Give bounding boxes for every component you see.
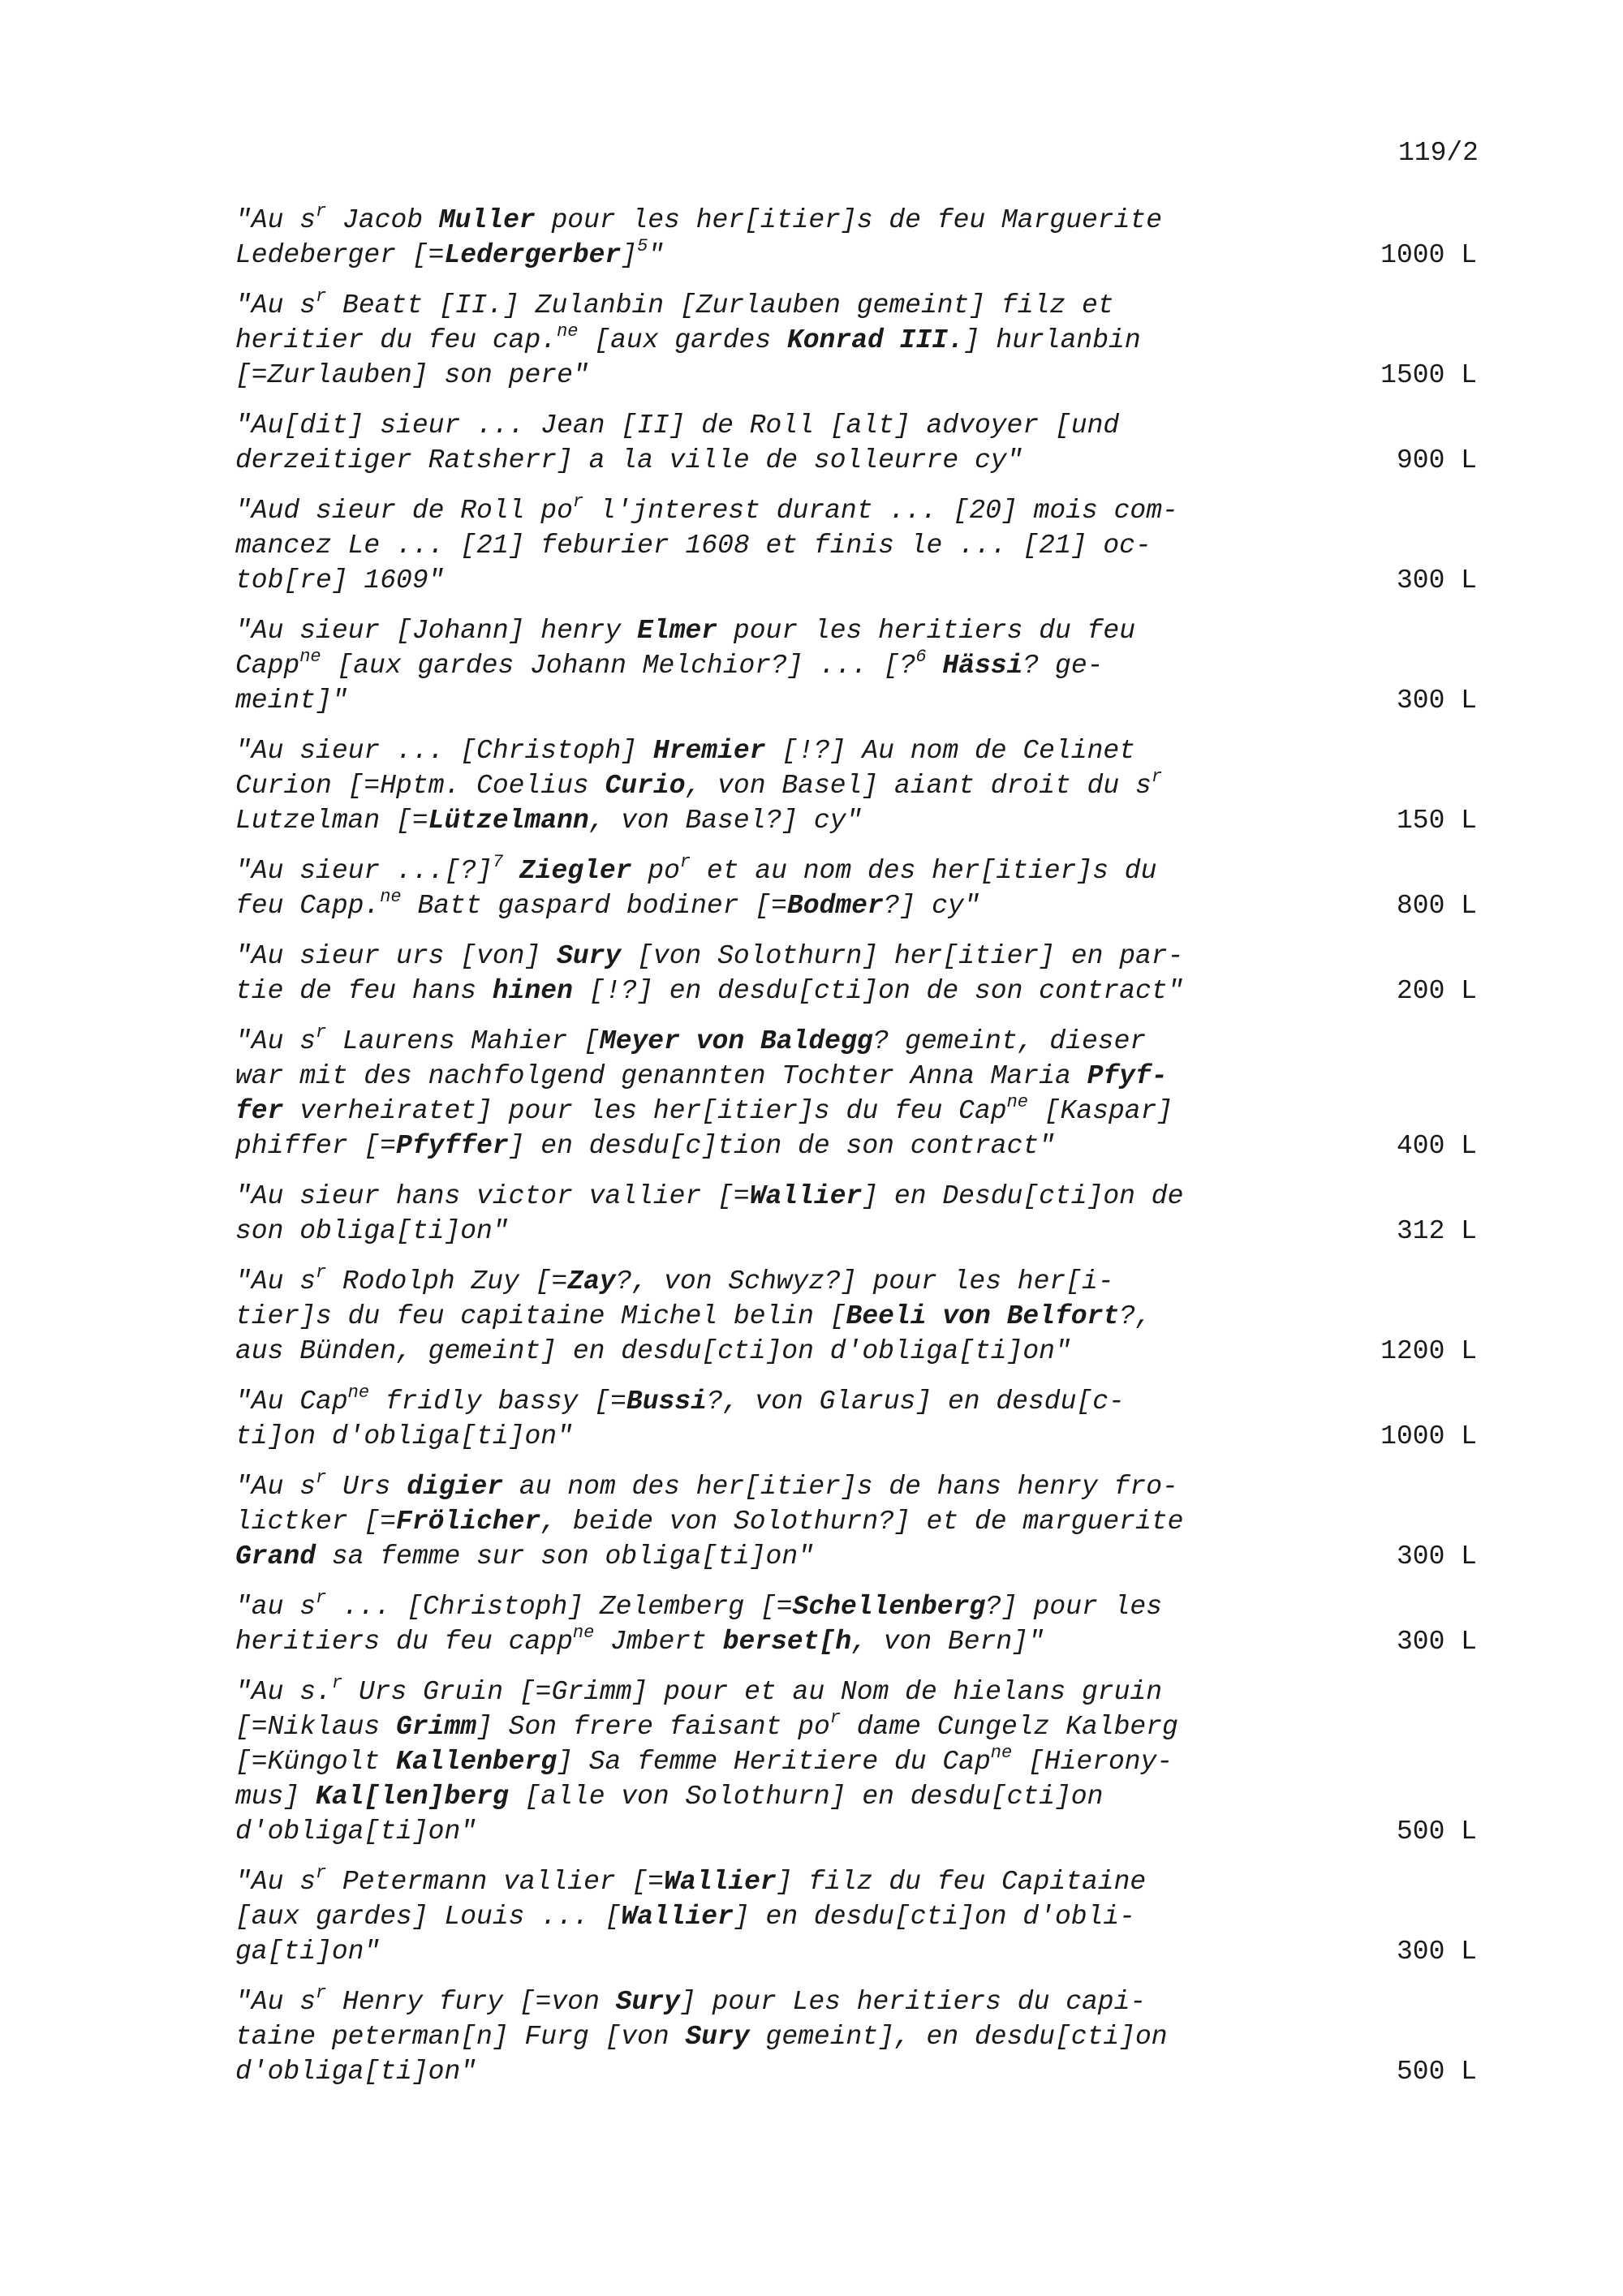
superscript: ne bbox=[347, 1382, 370, 1403]
text-segment: taine peterman[n] Furg [von bbox=[235, 2022, 686, 2052]
entry-line bbox=[235, 648, 1307, 683]
bold-name: Zay bbox=[567, 1266, 616, 1296]
text-segment: ] bbox=[621, 240, 638, 270]
text-segment: "Au sieur ... [Christoph] bbox=[235, 736, 653, 766]
bold-name: Pfyffer bbox=[396, 1131, 509, 1161]
entry-amount: 200 L bbox=[1396, 976, 1477, 1006]
text-segment: son obliga[ti]on" bbox=[235, 1216, 509, 1246]
text-segment: ] Son frere faisant po bbox=[476, 1712, 830, 1742]
entry-line bbox=[235, 443, 1307, 478]
entry-amount: 1000 L bbox=[1380, 1421, 1477, 1451]
entry-amount: 800 L bbox=[1396, 891, 1477, 921]
entry-amount: 300 L bbox=[1396, 565, 1477, 595]
text-segment bbox=[927, 651, 943, 681]
text-segment: [Hierony- bbox=[1012, 1747, 1173, 1777]
text-segment: feu Capp. bbox=[235, 891, 381, 921]
text-segment: [aux gardes bbox=[578, 325, 787, 355]
entry-line bbox=[235, 1214, 1307, 1249]
entry-text bbox=[235, 1024, 1307, 1163]
entry-text bbox=[235, 939, 1307, 1008]
text-segment: "Au s bbox=[235, 205, 316, 235]
entry-line bbox=[235, 1264, 1307, 1299]
entry-line bbox=[235, 1624, 1307, 1659]
entry-text bbox=[235, 1984, 1307, 2089]
superscript: ne bbox=[990, 1743, 1013, 1763]
entry-line bbox=[235, 493, 1307, 528]
text-segment: [von Solothurn] her[itier] en par- bbox=[621, 941, 1184, 971]
text-segment: tier]s du feu capitaine Michel belin [ bbox=[235, 1301, 846, 1331]
text-segment: Jmbert bbox=[594, 1627, 723, 1657]
entry-text bbox=[235, 493, 1307, 598]
entry-amount: 300 L bbox=[1396, 1541, 1477, 1572]
entry-line bbox=[235, 323, 1307, 358]
text-segment: ] en desdu[c]tion de son contract" bbox=[508, 1131, 1055, 1161]
text-segment: Rodolph Zuy [= bbox=[326, 1266, 568, 1296]
text-segment: [!?] Au nom de Celinet bbox=[765, 736, 1135, 766]
text-segment: Ledeberger [= bbox=[235, 240, 445, 270]
text-segment: Urs Gruin [=Grimm] pour et au Nom de hielans gruin bbox=[342, 1677, 1162, 1707]
entry-line bbox=[235, 238, 1307, 273]
text-segment: tob[re] 1609" bbox=[235, 565, 445, 595]
text-segment: ga[ti]on" bbox=[235, 1937, 381, 1967]
bold-name: Lützelmann bbox=[428, 806, 589, 836]
entry-line bbox=[235, 1934, 1307, 1969]
text-segment: fridly bassy [= bbox=[369, 1387, 626, 1417]
ledger-entry bbox=[235, 853, 1477, 923]
entry-line bbox=[235, 1744, 1307, 1779]
text-segment: , beide von Solothurn?] et de marguerite bbox=[540, 1507, 1184, 1537]
ledger-entry bbox=[235, 1675, 1477, 1849]
entry-text bbox=[235, 1469, 1307, 1574]
text-segment: ] hurlanbin bbox=[963, 325, 1141, 355]
bold-name: Grand bbox=[235, 1541, 316, 1572]
entry-line bbox=[235, 939, 1307, 974]
text-segment: derzeitiger Ratsherr] a la ville de solleurre cy" bbox=[235, 445, 1023, 475]
bold-name: Bussi bbox=[626, 1387, 707, 1417]
ledger-entry bbox=[235, 408, 1477, 478]
entry-line bbox=[235, 2019, 1307, 2054]
bold-name: Konrad III. bbox=[786, 325, 964, 355]
ledger-entry bbox=[235, 1264, 1477, 1369]
bold-name: Pfyf- bbox=[1087, 1061, 1168, 1091]
text-segment: sa femme sur son obliga[ti]on" bbox=[316, 1541, 814, 1572]
text-segment: heritiers du feu capp bbox=[235, 1627, 573, 1657]
bold-name: Sury bbox=[685, 2022, 750, 2052]
text-segment: ... [Christoph] Zelemberg [= bbox=[326, 1592, 793, 1622]
entry-text bbox=[235, 613, 1307, 718]
entry-line bbox=[235, 1504, 1307, 1539]
entry-line bbox=[235, 1129, 1307, 1163]
page-number: 119/2 bbox=[1397, 138, 1479, 168]
entry-amount: 312 L bbox=[1396, 1216, 1477, 1246]
superscript: r bbox=[316, 1262, 327, 1283]
entry-text bbox=[235, 1589, 1307, 1659]
text-segment: "Au sieur ...[?] bbox=[235, 856, 493, 886]
bold-name: Grimm bbox=[396, 1712, 477, 1742]
ledger-entry bbox=[235, 493, 1477, 598]
entry-line bbox=[235, 1709, 1307, 1744]
ledger-entry bbox=[235, 1864, 1477, 1969]
text-segment: [aux gardes Johann Melchior?] ... [? bbox=[321, 651, 916, 681]
entry-line bbox=[235, 1059, 1307, 1094]
entry-amount: 500 L bbox=[1396, 1817, 1477, 1847]
entry-amount: 300 L bbox=[1396, 686, 1477, 716]
superscript: r bbox=[572, 492, 584, 512]
text-segment: Lutzelman [= bbox=[235, 806, 428, 836]
bold-name: Kallenberg bbox=[396, 1747, 558, 1777]
superscript: r bbox=[679, 852, 691, 872]
entry-line bbox=[235, 2054, 1307, 2089]
ledger-entry bbox=[235, 288, 1477, 393]
ledger-entry bbox=[235, 1024, 1477, 1163]
text-segment: Laurens Mahier [ bbox=[326, 1026, 600, 1056]
entry-line bbox=[235, 528, 1307, 563]
text-segment: [!?] en desdu[cti]on de son contract" bbox=[572, 976, 1184, 1006]
entry-line bbox=[235, 803, 1307, 838]
text-segment: Beatt [II.] Zulanbin [Zurlauben gemeint] filz et bbox=[326, 290, 1114, 320]
text-segment: ?] pour les bbox=[985, 1592, 1163, 1622]
text-segment: Curion [=Hptm. Coelius bbox=[235, 771, 605, 801]
entry-line bbox=[235, 1334, 1307, 1369]
bold-name: Beeli von Belfort bbox=[846, 1301, 1120, 1331]
superscript: r bbox=[316, 1588, 327, 1608]
superscript: ne bbox=[557, 321, 579, 342]
entry-text bbox=[235, 1179, 1307, 1249]
text-segment: "au s bbox=[235, 1592, 316, 1622]
text-segment: ? gemeint, dieser bbox=[872, 1026, 1147, 1056]
superscript: 7 bbox=[492, 852, 504, 872]
entry-text bbox=[235, 288, 1307, 393]
entry-line bbox=[235, 613, 1307, 648]
bold-name: Ledergerber bbox=[444, 240, 622, 270]
text-segment: ?, von Schwyz?] pour les her[i- bbox=[615, 1266, 1114, 1296]
text-segment: "Au s bbox=[235, 1867, 316, 1897]
entry-line bbox=[235, 1539, 1307, 1574]
entry-line bbox=[235, 1299, 1307, 1334]
text-segment: "Au s bbox=[235, 290, 316, 320]
entry-line bbox=[235, 974, 1307, 1008]
text-segment: Jacob bbox=[326, 205, 439, 235]
ledger-entry bbox=[235, 613, 1477, 718]
entry-line bbox=[235, 1589, 1307, 1624]
text-segment: "Au sieur urs [von] bbox=[235, 941, 558, 971]
superscript: ne bbox=[572, 1623, 595, 1643]
entry-amount: 300 L bbox=[1396, 1627, 1477, 1657]
bold-name: Bodmer bbox=[786, 891, 884, 921]
ledger-entry bbox=[235, 1589, 1477, 1659]
bold-name: Kal[len]berg bbox=[316, 1782, 509, 1812]
text-segment: "Au[dit] sieur ... Jean [II] de Roll [alt] advoyer [und bbox=[235, 411, 1120, 441]
text-segment: Batt gaspard bodiner [= bbox=[401, 891, 787, 921]
ledger-entry bbox=[235, 939, 1477, 1008]
text-segment: ] en Desdu[cti]on de bbox=[862, 1181, 1184, 1211]
entry-amount: 1200 L bbox=[1380, 1336, 1477, 1366]
entry-line bbox=[235, 1384, 1307, 1419]
entry-line bbox=[235, 1024, 1307, 1059]
entry-line bbox=[235, 853, 1307, 888]
ledger-entry bbox=[235, 1984, 1477, 2089]
text-segment: po bbox=[631, 856, 680, 886]
bold-name: Schellenberg bbox=[792, 1592, 986, 1622]
entry-line bbox=[235, 1419, 1307, 1454]
text-segment: dame Cungelz Kalberg bbox=[840, 1712, 1178, 1742]
ledger-entry bbox=[235, 733, 1477, 838]
entry-amount: 150 L bbox=[1396, 806, 1477, 836]
superscript: 6 bbox=[915, 647, 927, 667]
text-segment: d'obliga[ti]on" bbox=[235, 2057, 477, 2087]
text-segment: "Au sieur hans victor vallier [= bbox=[235, 1181, 750, 1211]
entry-line bbox=[235, 888, 1307, 923]
text-segment: Urs bbox=[326, 1472, 407, 1502]
superscript: r bbox=[316, 1983, 327, 2003]
text-segment: ] Sa femme Heritiere du Cap bbox=[557, 1747, 991, 1777]
text-segment: war mit des nachfolgend genannten Tochter Anna Maria bbox=[235, 1061, 1087, 1091]
entry-line bbox=[235, 768, 1307, 803]
text-segment: "Au Cap bbox=[235, 1387, 348, 1417]
bold-name: Curio bbox=[605, 771, 686, 801]
superscript: r bbox=[316, 201, 327, 221]
entry-line bbox=[235, 733, 1307, 768]
entry-line bbox=[235, 1984, 1307, 2019]
bold-name: Muller bbox=[438, 205, 536, 235]
text-segment: [=Niklaus bbox=[235, 1712, 397, 1742]
entry-line bbox=[235, 1469, 1307, 1504]
entry-line bbox=[235, 683, 1307, 718]
bold-name: fer bbox=[235, 1096, 284, 1126]
text-segment: , von Basel?] cy" bbox=[588, 806, 863, 836]
text-segment: mus] bbox=[235, 1782, 316, 1812]
entry-line bbox=[235, 563, 1307, 598]
ledger-entry bbox=[235, 1179, 1477, 1249]
text-segment: [alle von Solothurn] en desdu[cti]on bbox=[508, 1782, 1104, 1812]
text-segment: "Au s. bbox=[235, 1677, 332, 1707]
text-segment bbox=[503, 856, 519, 886]
bold-name: Hremier bbox=[652, 736, 766, 766]
entry-amount: 900 L bbox=[1396, 445, 1477, 475]
superscript: r bbox=[829, 1708, 841, 1728]
text-segment: et au nom des her[itier]s du bbox=[691, 856, 1157, 886]
text-segment: [Kaspar] bbox=[1027, 1096, 1173, 1126]
bold-name: digier bbox=[407, 1472, 504, 1502]
superscript: ne bbox=[380, 887, 402, 907]
superscript: r bbox=[1151, 767, 1163, 787]
superscript: ne bbox=[299, 647, 321, 667]
text-segment: "Au s bbox=[235, 1472, 316, 1502]
bold-name: Wallier bbox=[664, 1867, 777, 1897]
entry-text bbox=[235, 1384, 1307, 1454]
text-segment: " bbox=[648, 240, 665, 270]
superscript: r bbox=[331, 1673, 343, 1693]
text-segment: , von Basel] aiant droit du s bbox=[685, 771, 1152, 801]
entry-line bbox=[235, 408, 1307, 443]
text-segment: Petermann vallier [= bbox=[326, 1867, 665, 1897]
text-segment: d'obliga[ti]on" bbox=[235, 1817, 477, 1847]
superscript: r bbox=[316, 1863, 327, 1883]
text-segment: lictker [= bbox=[235, 1507, 397, 1537]
entry-text bbox=[235, 408, 1307, 478]
text-segment: Henry fury [=von bbox=[326, 1987, 616, 2017]
bold-name: Ziegler bbox=[519, 856, 632, 886]
text-segment: l'jnterest durant ... [20] mois com- bbox=[583, 496, 1178, 526]
superscript: r bbox=[316, 286, 327, 307]
superscript: ne bbox=[1006, 1092, 1028, 1112]
text-segment: heritier du feu cap. bbox=[235, 325, 558, 355]
text-segment: , von Bern]" bbox=[851, 1627, 1044, 1657]
text-segment: ] en desdu[cti]on d'obli- bbox=[733, 1902, 1135, 1932]
bold-name: Sury bbox=[557, 941, 622, 971]
entry-text bbox=[235, 733, 1307, 838]
entry-amount: 300 L bbox=[1396, 1937, 1477, 1967]
entry-amount: 1000 L bbox=[1380, 240, 1477, 270]
text-segment: ?, von Glarus] en desdu[c- bbox=[706, 1387, 1125, 1417]
bold-name: Hässi bbox=[942, 651, 1023, 681]
text-segment: Capp bbox=[235, 651, 300, 681]
bold-name: berset[h bbox=[722, 1627, 852, 1657]
entry-amount: 1500 L bbox=[1380, 360, 1477, 390]
text-segment: ] filz du feu Capitaine bbox=[776, 1867, 1147, 1897]
entry-text bbox=[235, 203, 1307, 273]
bold-name: Sury bbox=[615, 1987, 680, 2017]
text-segment: au nom des her[itier]s de hans henry fro- bbox=[503, 1472, 1178, 1502]
superscript: r bbox=[316, 1468, 327, 1488]
text-segment: "Au s bbox=[235, 1026, 316, 1056]
bold-name: Elmer bbox=[637, 616, 718, 646]
entry-text bbox=[235, 1675, 1307, 1849]
entry-line bbox=[235, 1094, 1307, 1129]
bold-name: Wallier bbox=[621, 1902, 734, 1932]
text-segment: mancez Le ... [21] feburier 1608 et finis le ... [21] oc- bbox=[235, 531, 1152, 561]
ledger-entry bbox=[235, 1469, 1477, 1574]
text-segment: [=Zurlauben] son pere" bbox=[235, 360, 589, 390]
entry-text bbox=[235, 1864, 1307, 1969]
text-segment: ?, bbox=[1119, 1301, 1152, 1331]
text-segment: [aux gardes] Louis ... [ bbox=[235, 1902, 622, 1932]
bold-name: Wallier bbox=[749, 1181, 863, 1211]
text-segment: [=Küngolt bbox=[235, 1747, 397, 1777]
text-segment: phiffer [= bbox=[235, 1131, 397, 1161]
entry-amount: 400 L bbox=[1396, 1131, 1477, 1161]
text-segment: ] pour Les heritiers du capi- bbox=[679, 1987, 1147, 2017]
text-segment: "Au sieur [Johann] henry bbox=[235, 616, 638, 646]
text-segment: pour les heritiers du feu bbox=[717, 616, 1136, 646]
bold-name: Frölicher bbox=[396, 1507, 541, 1537]
text-segment: ? ge- bbox=[1022, 651, 1104, 681]
entry-amount: 500 L bbox=[1396, 2057, 1477, 2087]
entry-line bbox=[235, 1814, 1307, 1849]
superscript: r bbox=[316, 1022, 327, 1043]
entry-text bbox=[235, 853, 1307, 923]
text-segment: "Au s bbox=[235, 1266, 316, 1296]
text-segment: ti]on d'obliga[ti]on" bbox=[235, 1421, 573, 1451]
text-segment: verheiratet] pour les her[itier]s du feu Cap bbox=[283, 1096, 1007, 1126]
text-segment: meint]" bbox=[235, 686, 348, 716]
ledger-entry bbox=[235, 203, 1477, 273]
ledger-entry bbox=[235, 1384, 1477, 1454]
entry-text bbox=[235, 1264, 1307, 1369]
entry-line bbox=[235, 358, 1307, 393]
text-segment: "Au s bbox=[235, 1987, 316, 2017]
text-segment: "Aud sieur de Roll po bbox=[235, 496, 573, 526]
text-segment: pour les her[itier]s de feu Marguerite bbox=[535, 205, 1163, 235]
entry-line bbox=[235, 1779, 1307, 1814]
text-segment: gemeint], en desdu[cti]on bbox=[749, 2022, 1168, 2052]
entry-line bbox=[235, 1675, 1307, 1709]
entry-line bbox=[235, 1179, 1307, 1214]
entry-list bbox=[235, 203, 1477, 2105]
bold-name: hinen bbox=[492, 976, 573, 1006]
text-segment: aus Bünden, gemeint] en desdu[cti]on d'obliga[ti]on" bbox=[235, 1336, 1071, 1366]
superscript: 5 bbox=[637, 236, 648, 256]
text-segment: tie de feu hans bbox=[235, 976, 493, 1006]
bold-name: Meyer von Baldegg bbox=[599, 1026, 873, 1056]
entry-line bbox=[235, 1864, 1307, 1899]
text-segment: ?] cy" bbox=[883, 891, 980, 921]
entry-line bbox=[235, 203, 1307, 238]
entry-line bbox=[235, 288, 1307, 323]
entry-line bbox=[235, 1899, 1307, 1934]
